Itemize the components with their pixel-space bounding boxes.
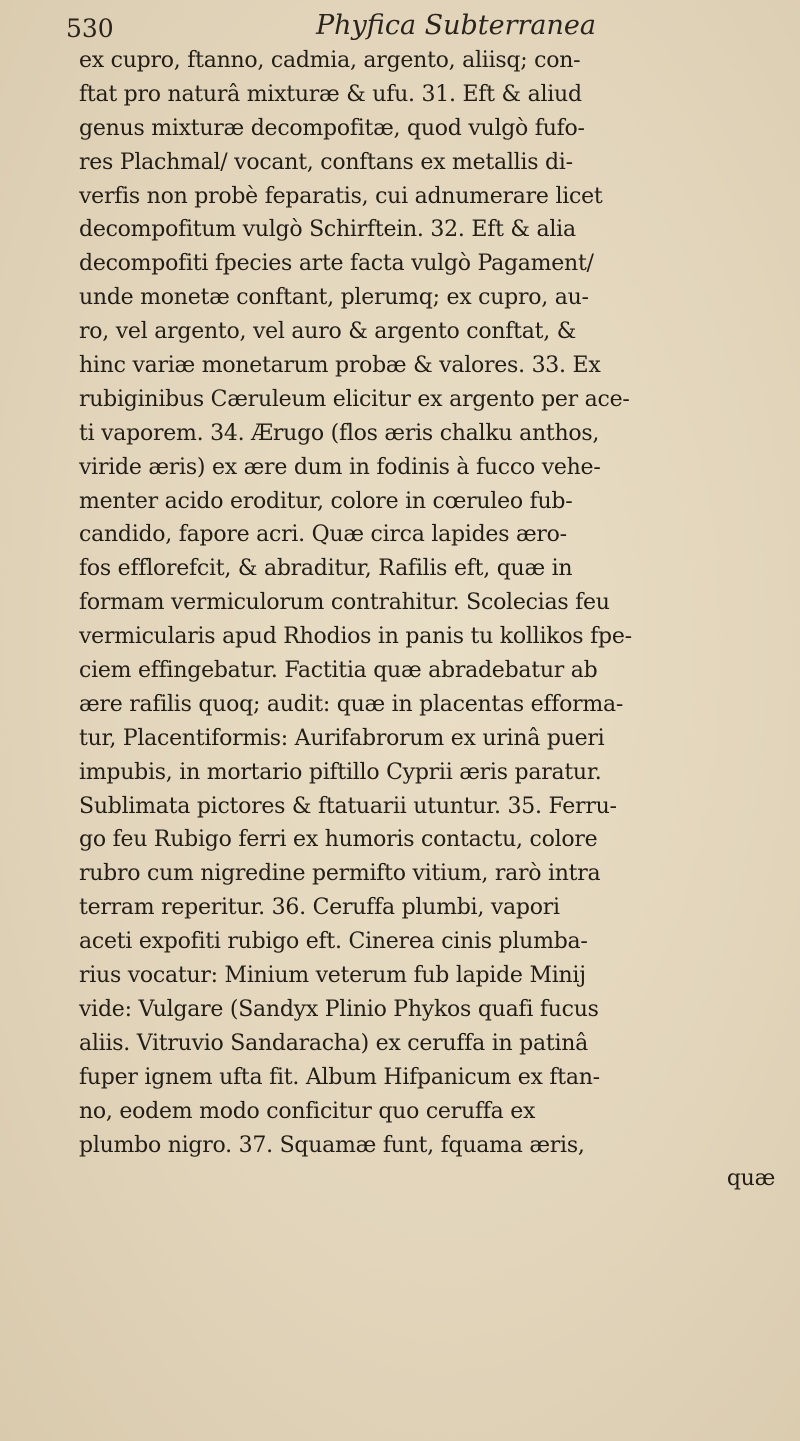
text-line: decompofiti fpecies arte facta vulgò Pagament/ xyxy=(79,251,594,277)
text-line: viride æris) ex ære dum in fodinis à fucco vehe- xyxy=(79,454,601,480)
text-line: candido, fapore acri. Quæ circa lapides æro- xyxy=(79,522,567,548)
text-line: quæ xyxy=(726,1166,775,1192)
text-line: impubis, in mortario piftillo Cyprii æris paratur. xyxy=(79,759,602,785)
text-line: ex cupro, ftanno, cadmia, argento, aliisq; con- xyxy=(79,48,581,73)
text-line: ro, vel argento, vel auro & argento conftat, & xyxy=(79,319,577,345)
text-line: menter acido eroditur, colore in cœruleo fub- xyxy=(79,488,573,514)
text-line: no, eodem modo conficitur quo ceruffa ex xyxy=(79,1098,536,1124)
text-line: tur, Placentiformis: Aurifabrorum ex urinâ pueri xyxy=(79,725,605,751)
text-line: aliis. Vitruvio Sandaracha) ex ceruffa in patinâ xyxy=(79,1030,589,1056)
text-line: formam vermiculorum contrahitur. Scolecias feu xyxy=(79,590,610,616)
running-head: Phyfica Subterranea xyxy=(316,10,596,41)
text-line: Sublimata pictores & ftatuarii utuntur. 35. Ferru- xyxy=(79,793,617,819)
text-line: verfis non probè feparatis, cui adnumerare licet xyxy=(79,183,603,209)
text-line: fos efflorefcit, & abraditur, Rafilis eft, quæ in xyxy=(79,556,573,582)
text-line: res Plachmal/ vocant, conftans ex metallis di- xyxy=(79,149,573,175)
text-line: hinc variæ monetarum probæ & valores. 33. Ex xyxy=(79,353,601,379)
text-line: plumbo nigro. 37. Squamæ funt, fquama æris, xyxy=(79,1132,585,1158)
text-line: terram reperitur. 36. Ceruffa plumbi, vapori xyxy=(79,895,560,921)
text-line: rubiginibus Cæruleum elicitur ex argento per ace- xyxy=(79,386,630,412)
page-number: 530 xyxy=(66,14,114,43)
text-line: fuper ignem ufta fit. Album Hifpanicum ex ftan- xyxy=(79,1064,600,1090)
text-line: ære rafilis quoq; audit: quæ in placentas efforma- xyxy=(79,691,624,717)
text-line: decompofitum vulgò Schirftein. 32. Eft & alia xyxy=(79,217,576,243)
text-line: aceti expofiti rubigo eft. Cinerea cinis plumba- xyxy=(79,929,588,955)
text-line: ciem effingebatur. Factitia quæ abradebatur ab xyxy=(79,658,598,684)
body-text xyxy=(79,44,795,1196)
text-line: go feu Rubigo ferri ex humoris contactu, colore xyxy=(79,827,598,853)
text-line: vermicularis apud Rhodios in panis tu kollikos fpe- xyxy=(79,624,632,650)
text-line: genus mixturæ decompofitæ, quod vulgò fufo- xyxy=(79,115,585,141)
text-line: rius vocatur: Minium veterum fub lapide Minij xyxy=(79,963,586,989)
text-line: vide: Vulgare (Sandyx Plinio Phykos quafi fucus xyxy=(79,996,599,1022)
text-line: ti vaporem. 34. Ærugo (flos æris chalku anthos, xyxy=(79,420,600,446)
text-line: rubro cum nigredine permifto vitium, rarò intra xyxy=(79,861,601,887)
text-line: unde monetæ conftant, plerumq; ex cupro, au- xyxy=(79,285,589,311)
page-header xyxy=(66,4,786,48)
text-line: ftat pro naturâ mixturæ & ufu. 31. Eft & aliud xyxy=(79,81,582,107)
